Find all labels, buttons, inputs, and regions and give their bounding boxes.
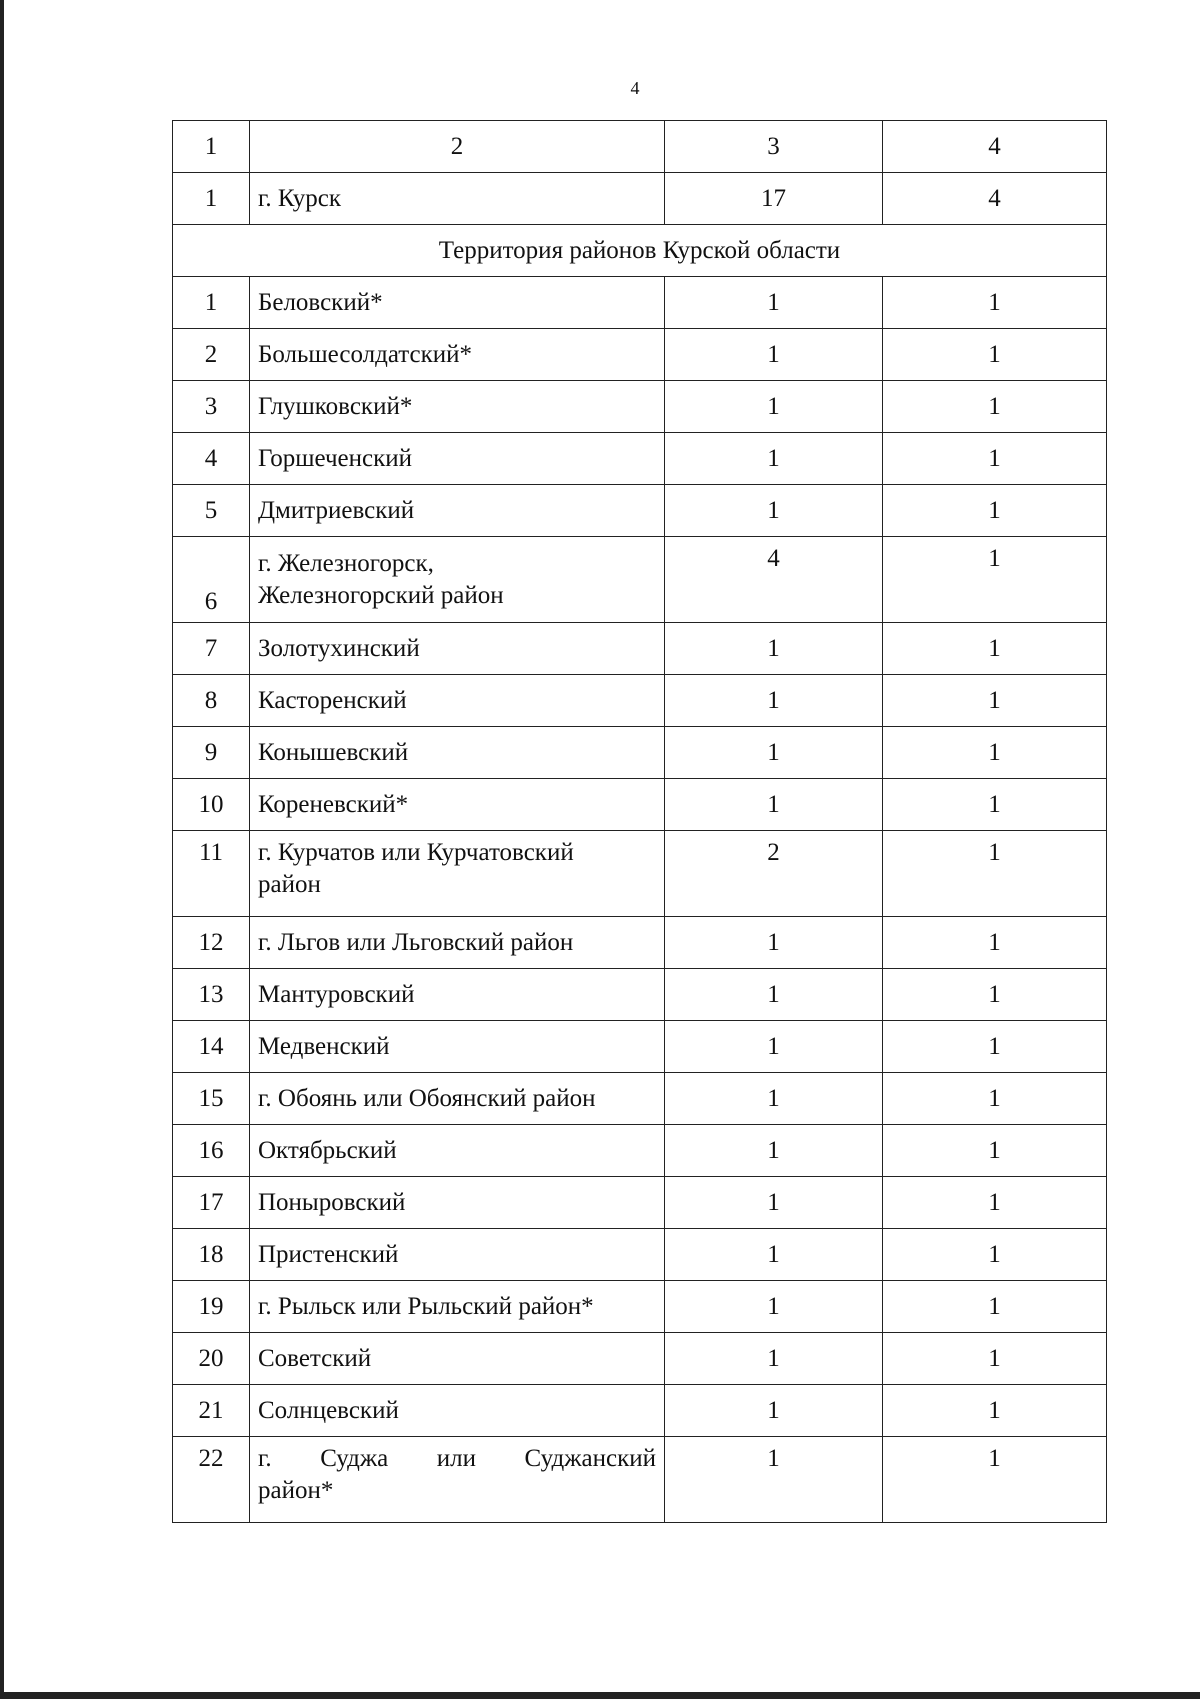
column-3-value: 1 (665, 1437, 883, 1523)
column-4-value: 1 (883, 675, 1107, 727)
row-number: 1 (173, 173, 250, 225)
column-3-value: 2 (665, 831, 883, 917)
row-number: 7 (173, 623, 250, 675)
row-number: 10 (173, 779, 250, 831)
territory-name: Беловский* (250, 277, 665, 329)
column-3-value: 1 (665, 1073, 883, 1125)
territory-name: Конышевский (250, 727, 665, 779)
column-4-value: 1 (883, 433, 1107, 485)
column-4-value: 1 (883, 831, 1107, 917)
row-number: 21 (173, 1385, 250, 1437)
territory-name-word: Суджа (320, 1445, 389, 1472)
table-row (173, 485, 1107, 537)
row-number: 3 (173, 381, 250, 433)
column-4-value: 1 (883, 1177, 1107, 1229)
column-3-value: 1 (665, 727, 883, 779)
table-row (173, 1385, 1107, 1437)
row-number: 22 (173, 1437, 250, 1523)
territory-name-line-2: район* (258, 1477, 334, 1504)
table-row (173, 537, 1107, 623)
column-3-value: 17 (665, 173, 883, 225)
column-number-4: 4 (883, 121, 1107, 173)
table-row (173, 1229, 1107, 1281)
column-3-value: 1 (665, 1333, 883, 1385)
territory-name: Касторенский (250, 675, 665, 727)
territory-name: г. Рыльск или Рыльский район* (250, 1281, 665, 1333)
column-3-value: 1 (665, 277, 883, 329)
column-4-value: 1 (883, 537, 1107, 623)
territory-name: Поныровский (250, 1177, 665, 1229)
column-3-value: 1 (665, 381, 883, 433)
column-3-value: 1 (665, 917, 883, 969)
row-number: 11 (173, 831, 250, 917)
table-row (173, 623, 1107, 675)
column-4-value: 4 (883, 173, 1107, 225)
column-4-value: 1 (883, 1021, 1107, 1073)
column-4-value: 1 (883, 485, 1107, 537)
column-number-1: 1 (173, 121, 250, 173)
row-number: 5 (173, 485, 250, 537)
column-3-value: 1 (665, 969, 883, 1021)
table-row (173, 381, 1107, 433)
column-4-value: 1 (883, 277, 1107, 329)
column-3-value: 1 (665, 329, 883, 381)
territory-name: Большесолдатский* (250, 329, 665, 381)
table-row (173, 1281, 1107, 1333)
table-row (173, 779, 1107, 831)
territory-name: г. Льгов или Льговский район (250, 917, 665, 969)
row-number: 4 (173, 433, 250, 485)
row-number: 13 (173, 969, 250, 1021)
table-row (173, 1437, 1107, 1523)
row-number: 20 (173, 1333, 250, 1385)
table-row (173, 969, 1107, 1021)
column-3-value: 1 (665, 1385, 883, 1437)
territory-name-word: г. (258, 1445, 272, 1472)
territory-name: Советский (250, 1333, 665, 1385)
territory-name-line-2: Железногорский район (258, 581, 504, 609)
table-row (173, 1125, 1107, 1177)
territory-name: Горшеченский (250, 433, 665, 485)
column-3-value: 4 (665, 537, 883, 623)
table-row (173, 329, 1107, 381)
table-row (173, 277, 1107, 329)
section-title: Территория районов Курской области (173, 225, 1107, 277)
column-4-value: 1 (883, 917, 1107, 969)
table-row (173, 1333, 1107, 1385)
row-number: 18 (173, 1229, 250, 1281)
territory-name: Золотухинский (250, 623, 665, 675)
column-4-value: 1 (883, 1437, 1107, 1523)
column-3-value: 1 (665, 1021, 883, 1073)
territory-name (250, 1437, 665, 1523)
column-4-value: 1 (883, 969, 1107, 1021)
column-4-value: 1 (883, 1333, 1107, 1385)
territory-name-line-1 (258, 1443, 656, 1475)
row-number: 8 (173, 675, 250, 727)
column-3-value: 1 (665, 623, 883, 675)
row-number: 12 (173, 917, 250, 969)
column-4-value: 1 (883, 381, 1107, 433)
table-row (173, 675, 1107, 727)
row-number: 1 (173, 277, 250, 329)
territory-name-word: Суджанский (524, 1445, 656, 1472)
column-4-value: 1 (883, 329, 1107, 381)
scan-left-border (0, 0, 4, 1699)
territory-name-line-1: г. Железногорск, (258, 549, 434, 577)
territory-name-line-2: район (258, 871, 321, 898)
row-number: 2 (173, 329, 250, 381)
territory-name: Медвенский (250, 1021, 665, 1073)
row-number: 17 (173, 1177, 250, 1229)
column-number-row (173, 121, 1107, 173)
column-4-value: 1 (883, 779, 1107, 831)
row-number: 6 (173, 537, 250, 623)
row-number: 19 (173, 1281, 250, 1333)
territory-name: Пристенский (250, 1229, 665, 1281)
table-row (173, 727, 1107, 779)
row-number: 9 (173, 727, 250, 779)
scan-bottom-border (0, 1692, 1200, 1699)
column-4-value: 1 (883, 623, 1107, 675)
row-number: 15 (173, 1073, 250, 1125)
territory-name: г. Обоянь или Обоянский район (250, 1073, 665, 1125)
column-3-value: 1 (665, 433, 883, 485)
territory-name: Октябрьский (250, 1125, 665, 1177)
table-row (173, 1021, 1107, 1073)
table-row (173, 1177, 1107, 1229)
territory-name: Мантуровский (250, 969, 665, 1021)
column-3-value: 1 (665, 675, 883, 727)
districts-table (172, 120, 1107, 1523)
territory-name: Солнцевский (250, 1385, 665, 1437)
column-4-value: 1 (883, 727, 1107, 779)
column-4-value: 1 (883, 1229, 1107, 1281)
city-row (173, 173, 1107, 225)
table-row (173, 831, 1107, 917)
territory-name (250, 831, 665, 917)
page-number: 4 (630, 78, 640, 98)
territory-name: Глушковский* (250, 381, 665, 433)
column-4-value: 1 (883, 1385, 1107, 1437)
section-row (173, 225, 1107, 277)
territory-name: Дмитриевский (250, 485, 665, 537)
territory-name: Кореневский* (250, 779, 665, 831)
column-3-value: 1 (665, 1125, 883, 1177)
column-3-value: 1 (665, 1229, 883, 1281)
column-4-value: 1 (883, 1073, 1107, 1125)
column-3-value: 1 (665, 779, 883, 831)
territory-name-word: или (436, 1445, 477, 1472)
column-3-value: 1 (665, 1177, 883, 1229)
territory-name (250, 537, 665, 623)
column-number-3: 3 (665, 121, 883, 173)
table-row (173, 1073, 1107, 1125)
column-3-value: 1 (665, 1281, 883, 1333)
row-number: 16 (173, 1125, 250, 1177)
column-number-2: 2 (250, 121, 665, 173)
table-row (173, 917, 1107, 969)
table-row (173, 433, 1107, 485)
territory-name: г. Курск (250, 173, 665, 225)
column-3-value: 1 (665, 485, 883, 537)
column-4-value: 1 (883, 1125, 1107, 1177)
row-number: 14 (173, 1021, 250, 1073)
territory-name-line-1: г. Курчатов или Курчатовский (258, 839, 574, 866)
column-4-value: 1 (883, 1281, 1107, 1333)
